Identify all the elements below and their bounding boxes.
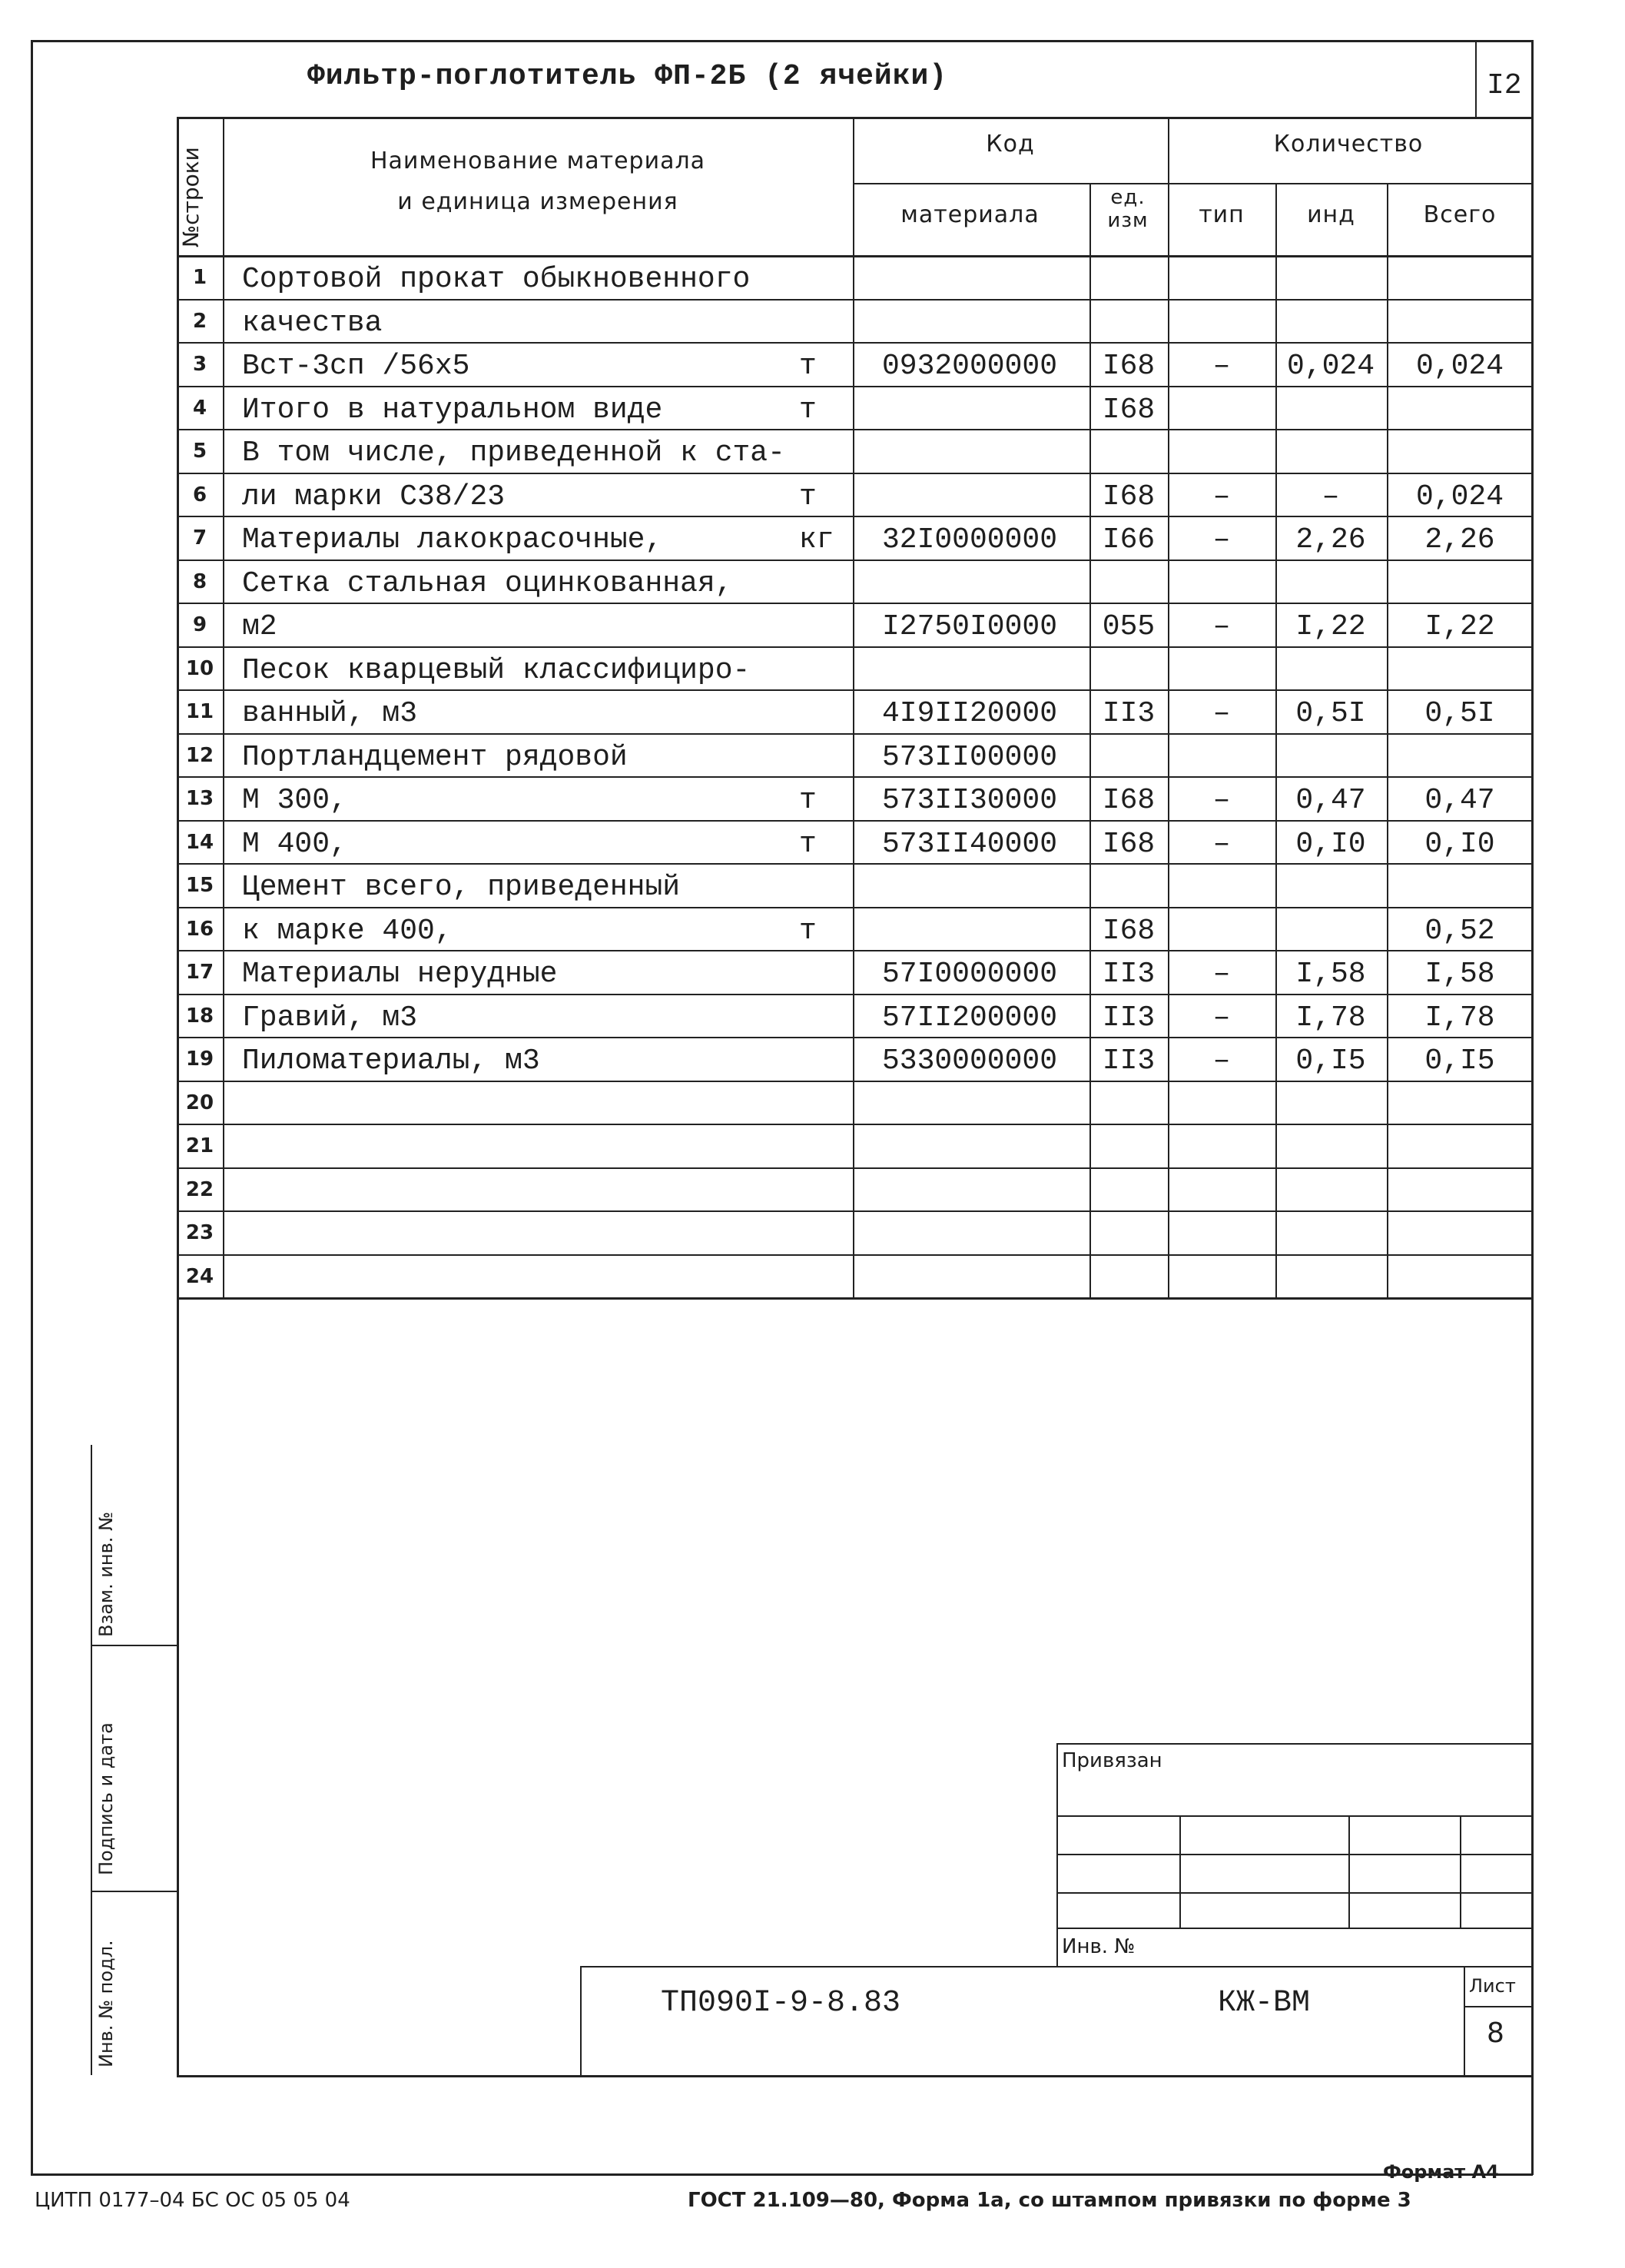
sheet-box-left	[1475, 40, 1477, 117]
row-number: 1	[192, 266, 207, 289]
row-line	[177, 473, 1533, 474]
row-line	[177, 907, 1533, 908]
material-code: 573II30000	[881, 784, 1058, 817]
side-stamp-div-2	[91, 1891, 177, 1892]
material-unit-mark: т	[799, 480, 817, 513]
stamp-grid-v1	[1179, 1815, 1181, 1928]
qty-total: 0,024	[1415, 350, 1504, 383]
row-number: 13	[185, 787, 214, 810]
header-q-total: Всего	[1423, 201, 1497, 228]
col-total-line	[1387, 183, 1388, 1297]
row-number: 7	[192, 526, 207, 550]
row-line	[177, 603, 1533, 604]
header-code: Код	[986, 131, 1035, 158]
material-name: Материалы лакокрасочные,	[242, 523, 663, 556]
row-number: 5	[192, 440, 207, 463]
stamp-grid-h3	[1056, 1892, 1533, 1894]
row-line	[177, 1124, 1533, 1125]
stamp-grid-v2	[1348, 1815, 1350, 1928]
doc-code: ТП090I-9-8.83	[661, 1986, 901, 2021]
qty-total: 2,26	[1424, 523, 1495, 556]
header-row-no: №строки	[178, 147, 204, 247]
footer-left: ЦИТП 0177–04 БС ОС 05 05 04	[35, 2189, 350, 2212]
qty-ind: 2,26	[1295, 523, 1366, 556]
row-number: 6	[192, 483, 207, 506]
sheet-number: I2	[1487, 69, 1522, 102]
row-line	[177, 299, 1533, 301]
titleblock-left	[580, 1966, 582, 2075]
unit-code: I68	[1102, 827, 1156, 861]
row-number: 24	[185, 1264, 214, 1288]
header-code-material: материала	[900, 201, 1040, 228]
material-code: 5330000000	[881, 1044, 1058, 1078]
material-name: М 300,	[242, 784, 347, 817]
material-name: Сортовой прокат обыкновенного	[242, 263, 751, 296]
titleblock-top	[580, 1966, 1533, 1967]
row-line	[177, 1167, 1533, 1169]
qty-total: I,22	[1424, 610, 1495, 643]
material-unit-mark: т	[799, 827, 817, 861]
qty-type: –	[1212, 523, 1231, 556]
qty-ind: 0,5I	[1295, 697, 1366, 730]
row-number: 16	[185, 917, 214, 941]
row-line	[177, 689, 1533, 691]
qty-ind: 0,47	[1295, 784, 1366, 817]
header-q-type: тип	[1199, 201, 1245, 228]
row-line	[177, 516, 1533, 517]
material-name: Итого в натуральном виде	[242, 393, 663, 427]
material-name: Материалы нерудные	[242, 958, 558, 991]
material-name: м2	[242, 610, 277, 643]
unit-code: I68	[1102, 784, 1156, 817]
stamp-inv-label: Инв. №	[1062, 1935, 1136, 1958]
qty-type: –	[1212, 827, 1231, 861]
material-name: качества	[242, 306, 383, 340]
header-q-ind: инд	[1307, 201, 1355, 228]
header-mid-line	[853, 183, 1533, 184]
qty-total: I,78	[1424, 1001, 1495, 1034]
stamp-bound-top	[1056, 1743, 1533, 1745]
qty-ind: I,78	[1295, 1001, 1366, 1034]
material-code: 57I0000000	[881, 958, 1058, 991]
qty-type: –	[1212, 958, 1231, 991]
side-stamp-signature-date: Подпись и дата	[95, 1722, 117, 1875]
row-line	[177, 1297, 1533, 1300]
unit-code: I68	[1102, 350, 1156, 383]
frame-bottom	[31, 2173, 1533, 2176]
qty-type: –	[1212, 697, 1231, 730]
qty-total: 0,I0	[1424, 827, 1495, 861]
row-number: 15	[185, 874, 214, 897]
qty-total: 0,5I	[1424, 697, 1495, 730]
row-number: 11	[185, 700, 214, 723]
row-line	[177, 1254, 1533, 1256]
header-name-1: Наименование материала	[370, 148, 706, 174]
table-left-line	[177, 117, 179, 2075]
row-number: 10	[185, 656, 214, 680]
row-number: 3	[192, 353, 207, 376]
row-line	[177, 429, 1533, 430]
row-number: 17	[185, 961, 214, 984]
row-line	[177, 342, 1533, 344]
row-number: 19	[185, 1048, 214, 1071]
material-name: Пиломатериалы, м3	[242, 1044, 540, 1078]
qty-type: –	[1212, 1001, 1231, 1034]
material-name: к марке 400,	[242, 914, 453, 948]
titleblock-sheet-left	[1464, 1966, 1465, 2075]
side-stamp-replace-inv: Взам. инв. №	[95, 1512, 117, 1637]
qty-total: 0,024	[1415, 480, 1504, 513]
material-name: В том числе, приведенной к ста-	[242, 437, 785, 470]
material-name: Портландцемент рядовой	[242, 740, 628, 774]
sheet-value: 8	[1487, 2017, 1504, 2049]
table-top-line	[177, 117, 1533, 119]
row-line	[177, 646, 1533, 648]
row-line	[177, 1210, 1533, 1212]
material-unit-mark: кг	[799, 523, 834, 556]
page-title: Фильтр-поглотитель ФП-2Б (2 ячейки)	[307, 60, 948, 93]
footer-format: Формат А4	[1383, 2161, 1499, 2183]
qty-type: –	[1212, 1044, 1231, 1078]
row-line	[177, 994, 1533, 995]
qty-total: 0,47	[1424, 784, 1495, 817]
qty-total: 0,52	[1424, 914, 1495, 948]
footer-gost: ГОСТ 21.109—80, Форма 1а, со штампом привязки по форме 3	[688, 2189, 1411, 2212]
qty-ind: 0,I0	[1295, 827, 1366, 861]
unit-code: I68	[1102, 480, 1156, 513]
doc-mark: КЖ-ВМ	[1218, 1986, 1311, 2021]
qty-type: –	[1212, 480, 1231, 513]
side-stamp-div-1	[91, 1645, 177, 1646]
row-line	[177, 1037, 1533, 1038]
qty-total: 0,I5	[1424, 1044, 1495, 1078]
material-unit-mark: т	[799, 914, 817, 948]
row-number: 12	[185, 743, 214, 767]
unit-code: 055	[1102, 610, 1156, 643]
qty-total: I,58	[1424, 958, 1495, 991]
header-code-unit: ед. изм	[1107, 186, 1149, 232]
row-number: 4	[192, 396, 207, 420]
qty-ind: I,22	[1295, 610, 1366, 643]
side-stamp-inv-original: Инв. № подл.	[95, 1940, 117, 2067]
material-code: 32I0000000	[881, 523, 1058, 556]
material-name: Цемент всего, приведенный	[242, 871, 681, 904]
header-name-2: и единица измерения	[397, 188, 678, 215]
material-name: М 400,	[242, 827, 347, 861]
material-code: 0932000000	[881, 350, 1058, 383]
row-line	[177, 776, 1533, 778]
material-name: ли марки С38/23	[242, 480, 506, 513]
qty-type: –	[1212, 350, 1231, 383]
row-number: 22	[185, 1177, 214, 1201]
row-number: 21	[185, 1134, 214, 1157]
row-line	[177, 863, 1533, 865]
row-number: 8	[192, 569, 207, 593]
unit-code: I68	[1102, 914, 1156, 948]
unit-code: I68	[1102, 393, 1156, 427]
stamp-grid-h4	[1056, 1928, 1533, 1929]
row-number: 14	[185, 830, 214, 854]
material-code: 4I9II20000	[881, 697, 1058, 730]
unit-code: II3	[1102, 1044, 1156, 1078]
row-number: 20	[185, 1091, 214, 1114]
material-name: Песок кварцевый классифициро-	[242, 653, 751, 687]
material-name: Сетка стальная оцинкованная,	[242, 566, 733, 600]
material-code: 573II00000	[881, 740, 1058, 774]
frame-left	[31, 40, 33, 2175]
row-number: 23	[185, 1221, 214, 1244]
stamp-grid-h2	[1056, 1854, 1533, 1855]
material-code: I2750I0000	[881, 610, 1058, 643]
stamp-grid-h1	[1056, 1815, 1533, 1817]
titleblock-bottom	[177, 2075, 1533, 2077]
sheet-label: Лист	[1469, 1975, 1516, 1997]
row-number: 18	[185, 1004, 214, 1028]
unit-code: II3	[1102, 1001, 1156, 1034]
stamp-bound-label: Привязан	[1062, 1749, 1162, 1772]
qty-ind: –	[1322, 480, 1340, 513]
unit-code: II3	[1102, 697, 1156, 730]
side-stamp-left	[91, 1445, 92, 2075]
header-quantity: Количество	[1273, 131, 1424, 158]
material-code: 57II200000	[881, 1001, 1058, 1034]
row-line	[177, 386, 1533, 387]
unit-code: I66	[1102, 523, 1156, 556]
qty-ind: I,58	[1295, 958, 1366, 991]
row-line	[177, 820, 1533, 822]
qty-type: –	[1212, 610, 1231, 643]
col-num-line	[223, 117, 224, 1297]
row-line	[177, 560, 1533, 561]
titleblock-sheet-div	[1464, 2006, 1533, 2007]
qty-type: –	[1212, 784, 1231, 817]
material-code: 573II40000	[881, 827, 1058, 861]
row-line	[177, 1081, 1533, 1082]
material-name: Вст-3сп /56х5	[242, 350, 470, 383]
row-line	[177, 950, 1533, 951]
material-unit-mark: т	[799, 393, 817, 427]
header-bottom-line	[177, 255, 1533, 257]
material-name: Гравий, м3	[242, 1001, 418, 1034]
row-line	[177, 733, 1533, 735]
qty-ind: 0,024	[1286, 350, 1375, 383]
frame-top	[31, 40, 1533, 42]
stamp-grid-v3	[1460, 1815, 1461, 1928]
row-number: 9	[192, 613, 207, 636]
material-unit-mark: т	[799, 350, 817, 383]
material-unit-mark: т	[799, 784, 817, 817]
qty-ind: 0,I5	[1295, 1044, 1366, 1078]
material-name: ванный, м3	[242, 697, 418, 730]
row-number: 2	[192, 309, 207, 333]
unit-code: II3	[1102, 958, 1156, 991]
